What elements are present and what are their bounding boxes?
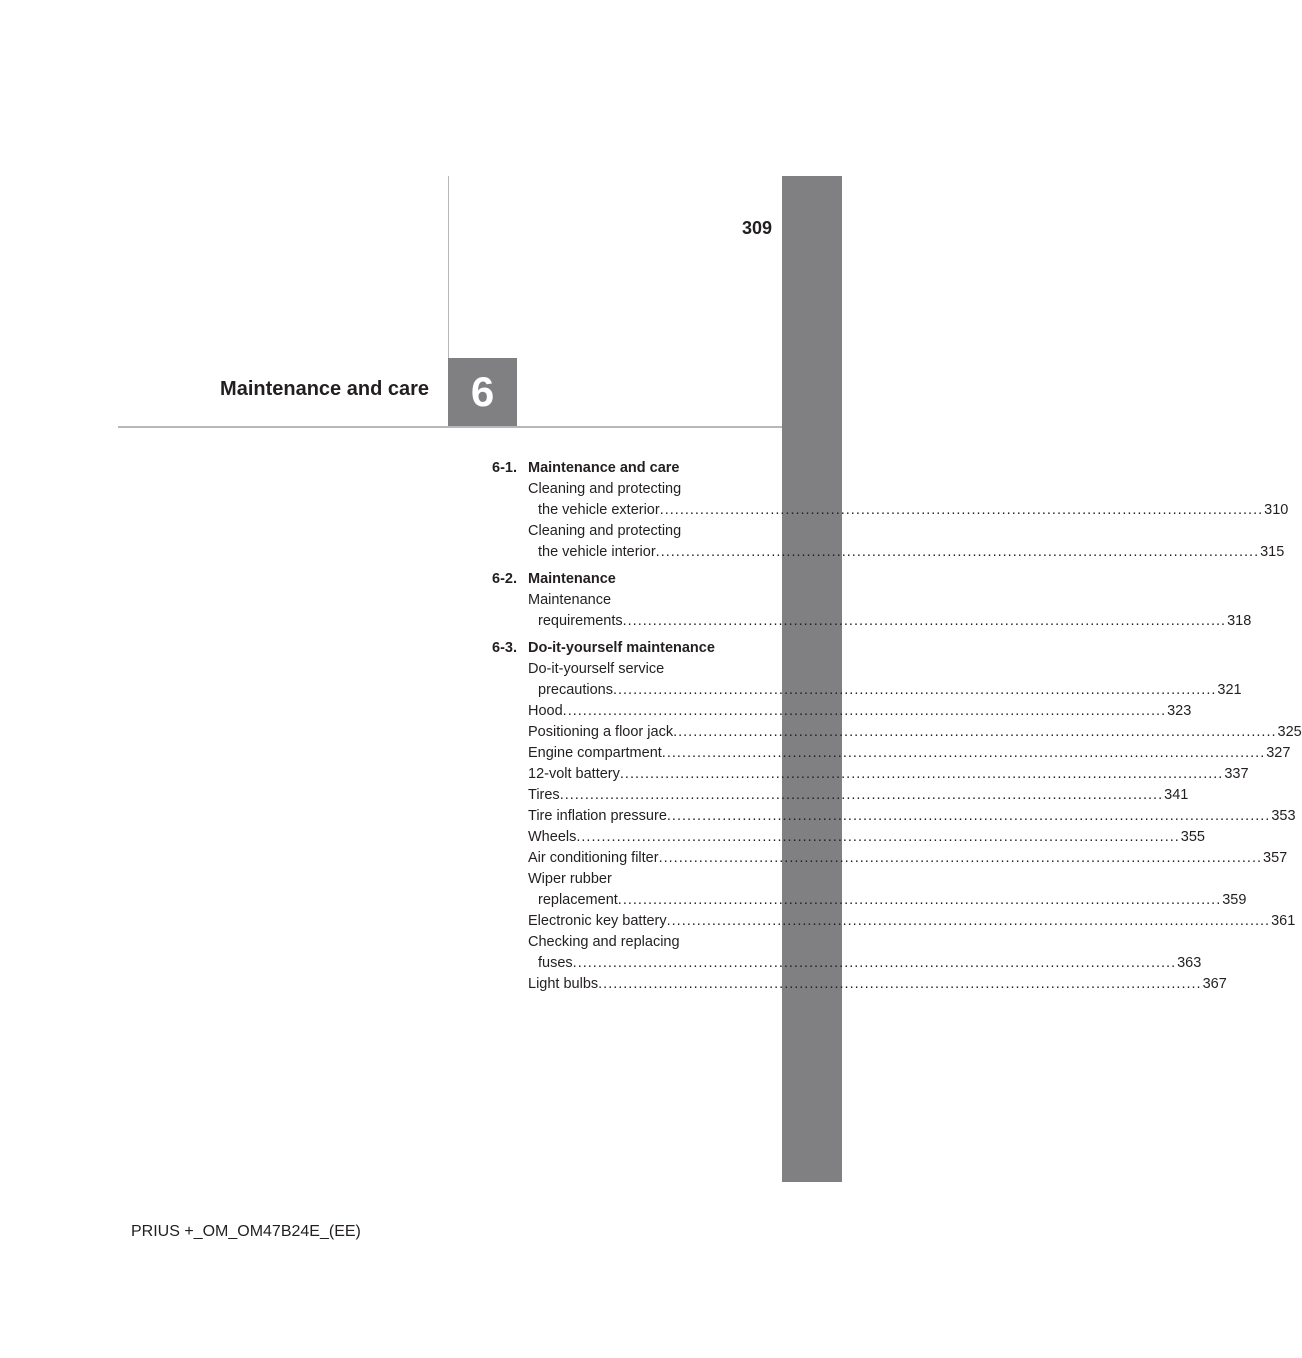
toc-entry-label: Positioning a floor jack bbox=[528, 724, 674, 740]
toc-entry-label: Air conditioning filter bbox=[528, 850, 659, 866]
toc-entry-row bbox=[528, 743, 1291, 764]
toc-entry-label: Engine compartment bbox=[528, 745, 662, 761]
toc-entry-label: Tires bbox=[528, 787, 560, 803]
toc-section-number: 6-2. bbox=[492, 571, 517, 587]
toc-entry[interactable] bbox=[528, 659, 1242, 701]
toc-entry-label: fuses bbox=[538, 955, 573, 971]
toc-leader-dots: ........................................................................................................................ bbox=[673, 724, 1277, 740]
toc-leader-dots: ........................................................................................................................ bbox=[666, 808, 1271, 824]
toc-page-number: 318 bbox=[1227, 613, 1252, 629]
toc-section-heading[interactable] bbox=[492, 569, 752, 590]
toc-page-number: 355 bbox=[1180, 829, 1205, 845]
toc-page-number: 357 bbox=[1263, 850, 1288, 866]
toc-entry-row bbox=[528, 848, 1288, 869]
toc-entry-title-line: Cleaning and protecting bbox=[528, 523, 682, 539]
toc-page-number: 315 bbox=[1260, 544, 1285, 560]
chapter-title: Maintenance and care bbox=[220, 378, 429, 400]
toc-section bbox=[492, 458, 1289, 563]
toc-section-title: Maintenance and care bbox=[528, 460, 680, 476]
toc-entry-label: Wheels bbox=[528, 829, 577, 845]
toc-entry-row bbox=[528, 611, 1252, 632]
toc-entry-label: the vehicle interior bbox=[538, 544, 656, 560]
toc-entry-row bbox=[528, 500, 1289, 521]
toc-page-number: 325 bbox=[1277, 724, 1302, 740]
chapter-side-tab bbox=[782, 176, 842, 1182]
chapter-number-box bbox=[448, 358, 517, 426]
toc-leader-dots: ........................................................................................................................ bbox=[559, 787, 1164, 803]
toc-leader-dots: ........................................................................................................................ bbox=[617, 892, 1222, 908]
toc-entry-title-line: Cleaning and protecting bbox=[528, 481, 682, 497]
toc-entry[interactable] bbox=[528, 932, 1202, 974]
toc-entry-title-line: Maintenance bbox=[528, 592, 612, 608]
toc-entry-row bbox=[528, 974, 1227, 995]
toc-page-number: 323 bbox=[1167, 703, 1192, 719]
toc-entry-row bbox=[528, 785, 1189, 806]
header-horizontal-rule bbox=[118, 426, 782, 428]
toc-page-number: 363 bbox=[1177, 955, 1202, 971]
toc-page-number: 327 bbox=[1266, 745, 1291, 761]
toc-leader-dots: ........................................................................................................................ bbox=[562, 703, 1167, 719]
toc-entry[interactable] bbox=[528, 479, 1289, 521]
toc-entry-row bbox=[528, 953, 1202, 974]
toc-entry-row bbox=[528, 806, 1296, 827]
toc-page-number: 367 bbox=[1202, 976, 1227, 992]
toc-entry-label: Tire inflation pressure bbox=[528, 808, 667, 824]
toc-entry[interactable] bbox=[528, 722, 1302, 743]
toc-entry[interactable] bbox=[528, 785, 1189, 806]
toc-entry-row bbox=[528, 827, 1205, 848]
toc-entry[interactable] bbox=[528, 590, 1252, 632]
toc-entry-row bbox=[528, 890, 1247, 911]
toc-entry[interactable] bbox=[528, 827, 1205, 848]
chapter-number: 6 bbox=[470, 368, 495, 415]
document-footer: PRIUS +_OM_OM47B24E_(EE) bbox=[131, 1223, 361, 1240]
toc-entry[interactable] bbox=[528, 848, 1288, 869]
toc-leader-dots: ........................................................................................................................ bbox=[658, 850, 1263, 866]
toc-entry[interactable] bbox=[528, 701, 1192, 722]
toc-leader-dots: ........................................................................................................................ bbox=[622, 613, 1227, 629]
toc-entry[interactable] bbox=[528, 743, 1291, 764]
table-of-contents bbox=[492, 458, 1302, 995]
toc-entry-label: precautions bbox=[538, 682, 613, 698]
toc-entry-title-line: Checking and replacing bbox=[528, 934, 680, 950]
toc-entry-label: Electronic key battery bbox=[528, 913, 667, 929]
toc-entry-label: Light bulbs bbox=[528, 976, 599, 992]
toc-leader-dots: ........................................................................................................................ bbox=[619, 766, 1224, 782]
toc-entry-title-line: Wiper rubber bbox=[528, 871, 612, 887]
toc-entry-title-line: Do-it-yourself service bbox=[528, 661, 665, 677]
toc-entry-label: requirements bbox=[538, 613, 623, 629]
toc-entry-label: 12-volt battery bbox=[528, 766, 620, 782]
header-vertical-rule bbox=[448, 176, 449, 358]
toc-page-number: 310 bbox=[1264, 502, 1289, 518]
toc-section-number: 6-3. bbox=[492, 640, 517, 656]
page-number: 309 bbox=[741, 218, 772, 238]
toc-entry[interactable] bbox=[528, 911, 1296, 932]
toc-entry-row bbox=[528, 911, 1296, 932]
toc-section bbox=[492, 638, 1302, 995]
toc-entry[interactable] bbox=[528, 806, 1296, 827]
toc-entry-row bbox=[528, 542, 1285, 563]
toc-section-title: Maintenance bbox=[528, 571, 616, 587]
toc-entry-label: Hood bbox=[528, 703, 563, 719]
toc-section-title: Do-it-yourself maintenance bbox=[528, 640, 715, 656]
toc-entry[interactable] bbox=[528, 521, 1285, 563]
toc-page-number: 341 bbox=[1164, 787, 1189, 803]
toc-leader-dots: ........................................................................................................................ bbox=[661, 745, 1266, 761]
toc-leader-dots: ........................................................................................................................ bbox=[655, 544, 1260, 560]
toc-section-heading[interactable] bbox=[492, 638, 752, 659]
toc-entry-row bbox=[528, 701, 1192, 722]
toc-entry-label: replacement bbox=[538, 892, 618, 908]
toc-entry-label: the vehicle exterior bbox=[538, 502, 660, 518]
toc-entry-row bbox=[528, 722, 1302, 743]
toc-leader-dots: ........................................................................................................................ bbox=[576, 829, 1180, 845]
toc-section bbox=[492, 569, 1252, 632]
toc-entry[interactable] bbox=[528, 764, 1249, 785]
toc-entry-row bbox=[528, 764, 1249, 785]
toc-leader-dots: ........................................................................................................................ bbox=[572, 955, 1177, 971]
toc-section-heading[interactable] bbox=[492, 458, 752, 479]
toc-page-number: 361 bbox=[1271, 913, 1296, 929]
toc-entry-row bbox=[528, 680, 1242, 701]
toc-entry[interactable] bbox=[528, 869, 1247, 911]
toc-leader-dots: ........................................................................................................................ bbox=[598, 976, 1202, 992]
toc-page-number: 337 bbox=[1224, 766, 1249, 782]
toc-entry[interactable] bbox=[528, 974, 1227, 995]
toc-page-number: 353 bbox=[1271, 808, 1296, 824]
toc-leader-dots: ........................................................................................................................ bbox=[659, 502, 1264, 518]
toc-leader-dots: ........................................................................................................................ bbox=[612, 682, 1217, 698]
toc-page-number: 321 bbox=[1217, 682, 1242, 698]
toc-page-number: 359 bbox=[1222, 892, 1247, 908]
toc-leader-dots: ........................................................................................................................ bbox=[666, 913, 1271, 929]
toc-section-number: 6-1. bbox=[492, 460, 517, 476]
